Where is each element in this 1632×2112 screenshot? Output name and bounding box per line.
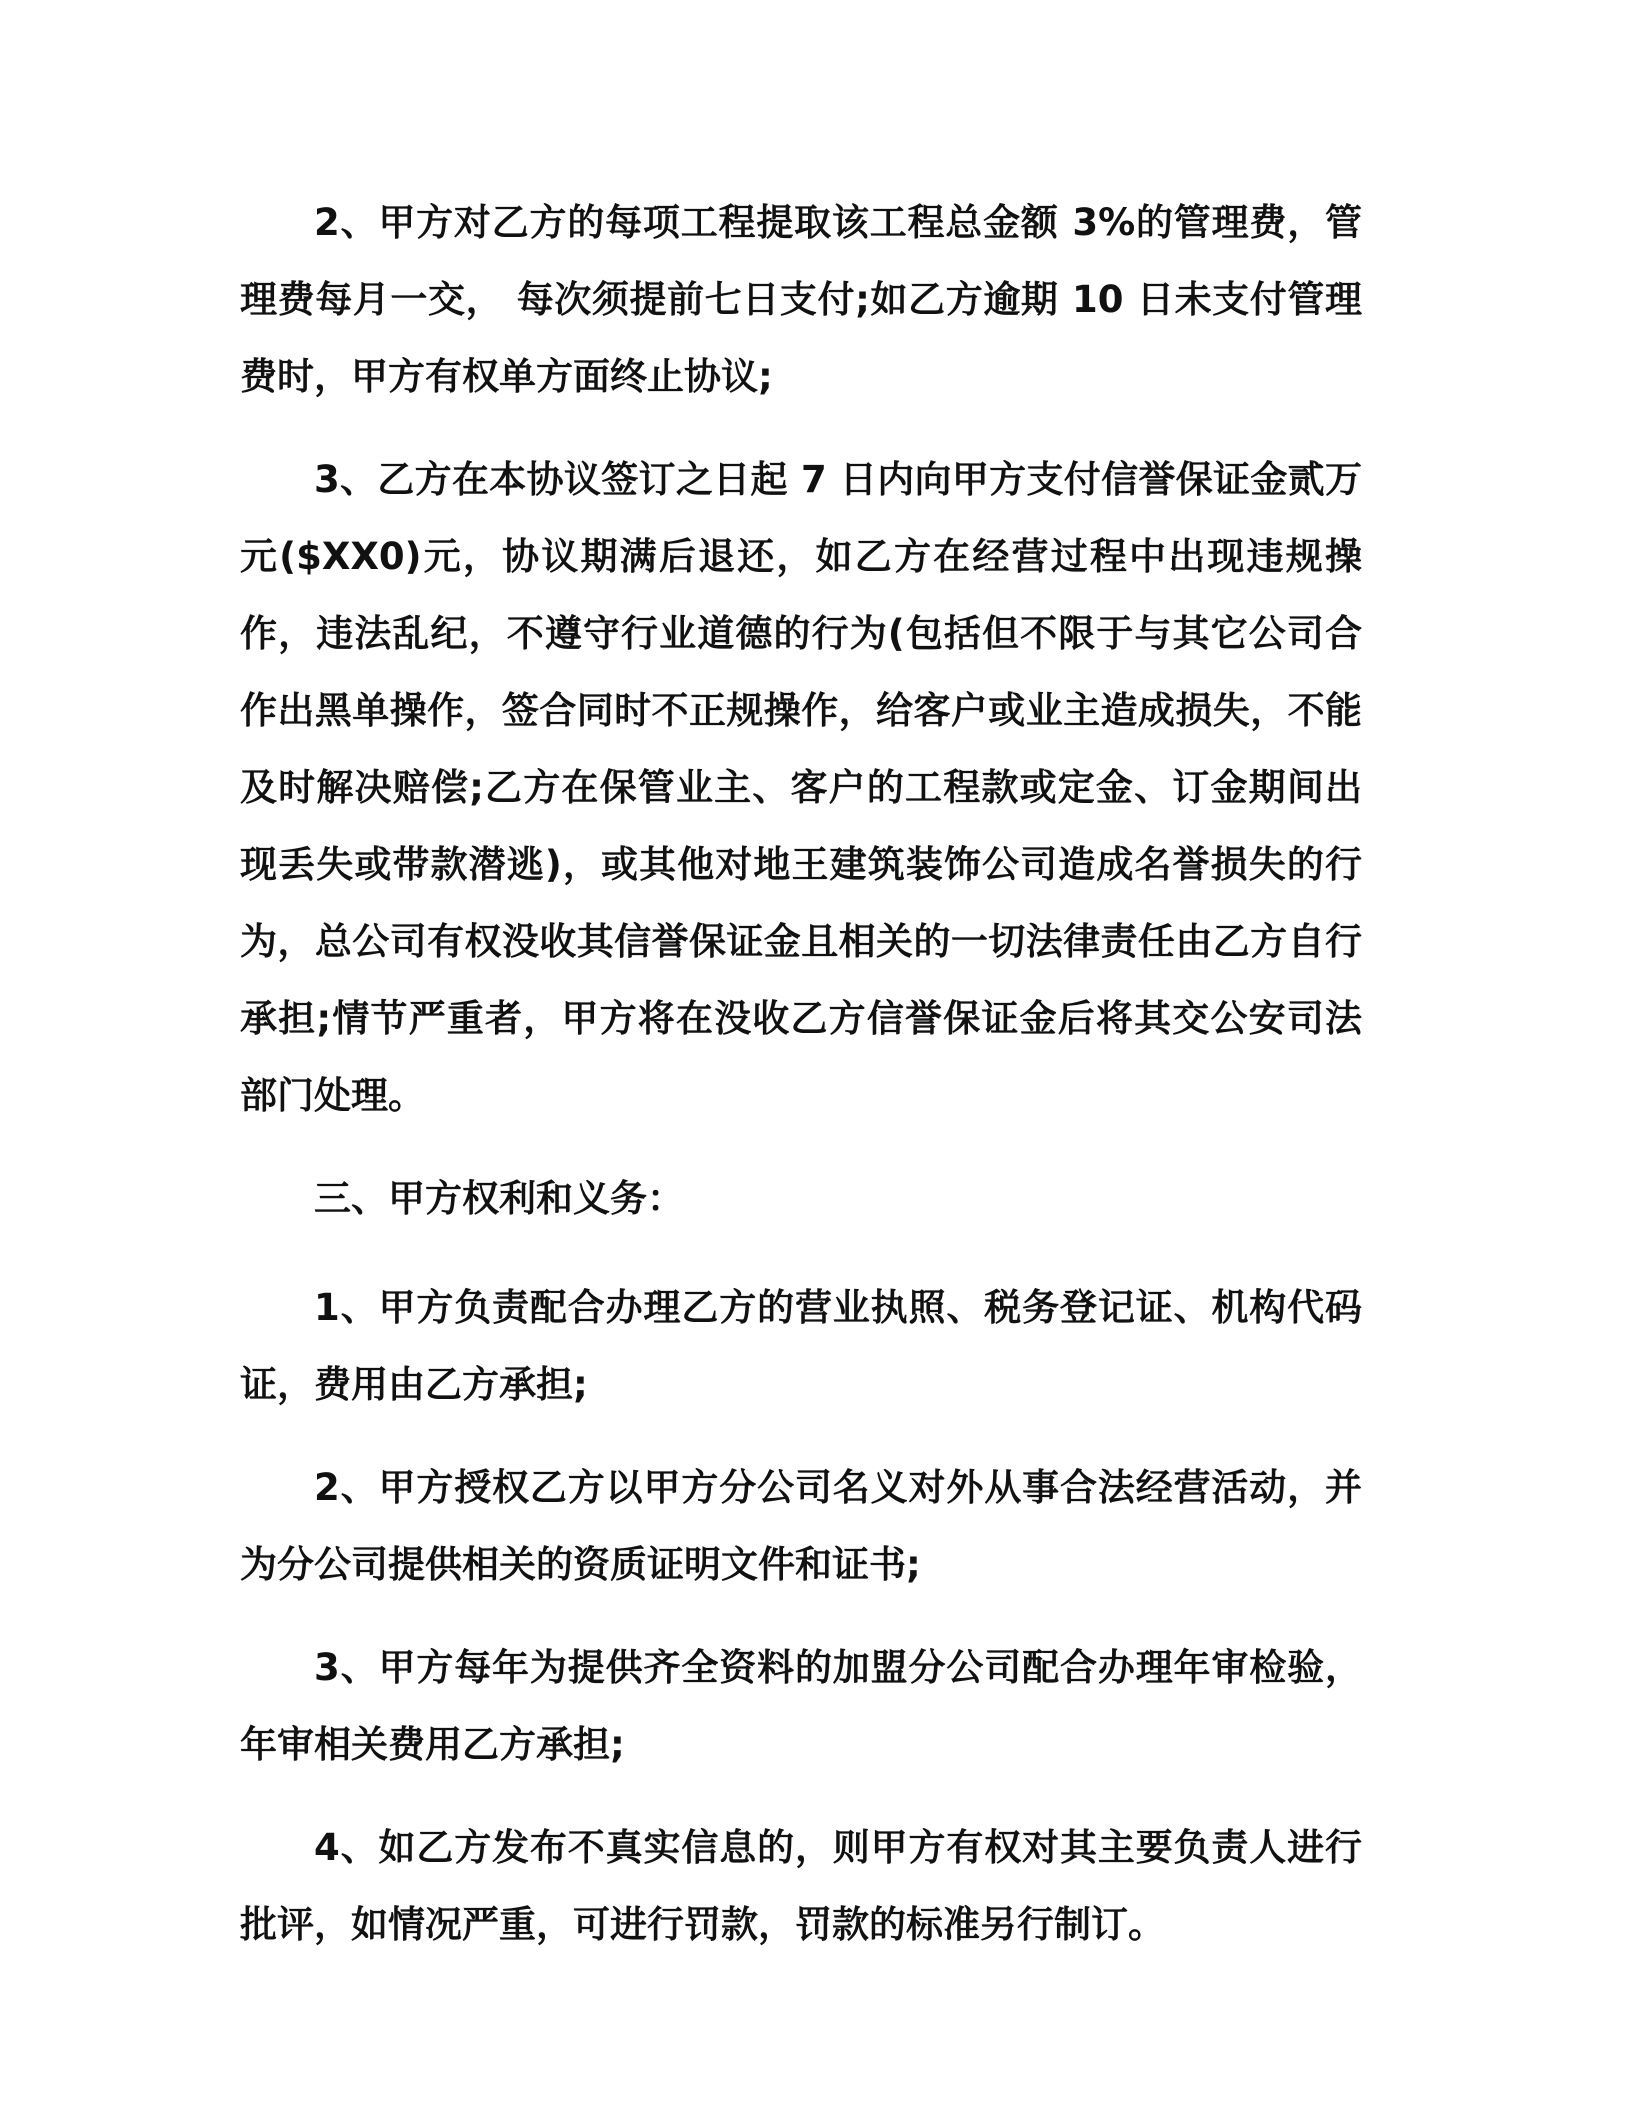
paragraph-business-license: 1、甲方负责配合办理乙方的营业执照、税务登记证、机构代码证，费用由乙方承担; — [240, 1286, 1362, 1406]
paragraph-credit-deposit: 3、乙方在本协议签订之日起 7 日内向甲方支付信誉保证金贰万元($XX0)元，协议期满后退还，如乙方在经营过程中出现违规操作，违法乱纪，不遵守行业道德的行为(包括但不限于与其它公司合作出黑单操作，签合同时不正规操作，给客户或业主造成损失，不能及时解决赔偿;乙方在保管业主、客户的工程款或定金、订金期间出现丢失或带款潜逃)，或其他对地王建筑装饰公司造成名誉损失的行为，总公司有权没收其信誉保证金且相关的一切法律责任由乙方自行承担;情节严重者，甲方将在没收乙方信誉保证金后将其交公安司法部门处理。 — [240, 458, 1362, 1117]
paragraph-authorization: 2、甲方授权乙方以甲方分公司名义对外从事合法经营活动，并为分公司提供相关的资质证明文件和证书; — [240, 1466, 1362, 1586]
section-heading-party-a-rights: 三、甲方权利和义务： — [314, 1177, 684, 1220]
paragraph-management-fee: 2、甲方对乙方的每项工程提取该工程总金额 3%的管理费，管理费每月一交， 每次须提前七日支付;如乙方逾期 10 日未支付管理费时，甲方有权单方面终止协议; — [240, 201, 1362, 398]
paragraph-annual-review: 3、甲方每年为提供齐全资料的加盟分公司配合办理年审检验，年审相关费用乙方承担; — [240, 1646, 1362, 1766]
paragraph-false-information: 4、如乙方发布不真实信息的，则甲方有权对其主要负责人进行批评，如情况严重，可进行罚款，罚款的标准另行制订。 — [240, 1826, 1362, 1946]
document-body — [240, 184, 1362, 1989]
